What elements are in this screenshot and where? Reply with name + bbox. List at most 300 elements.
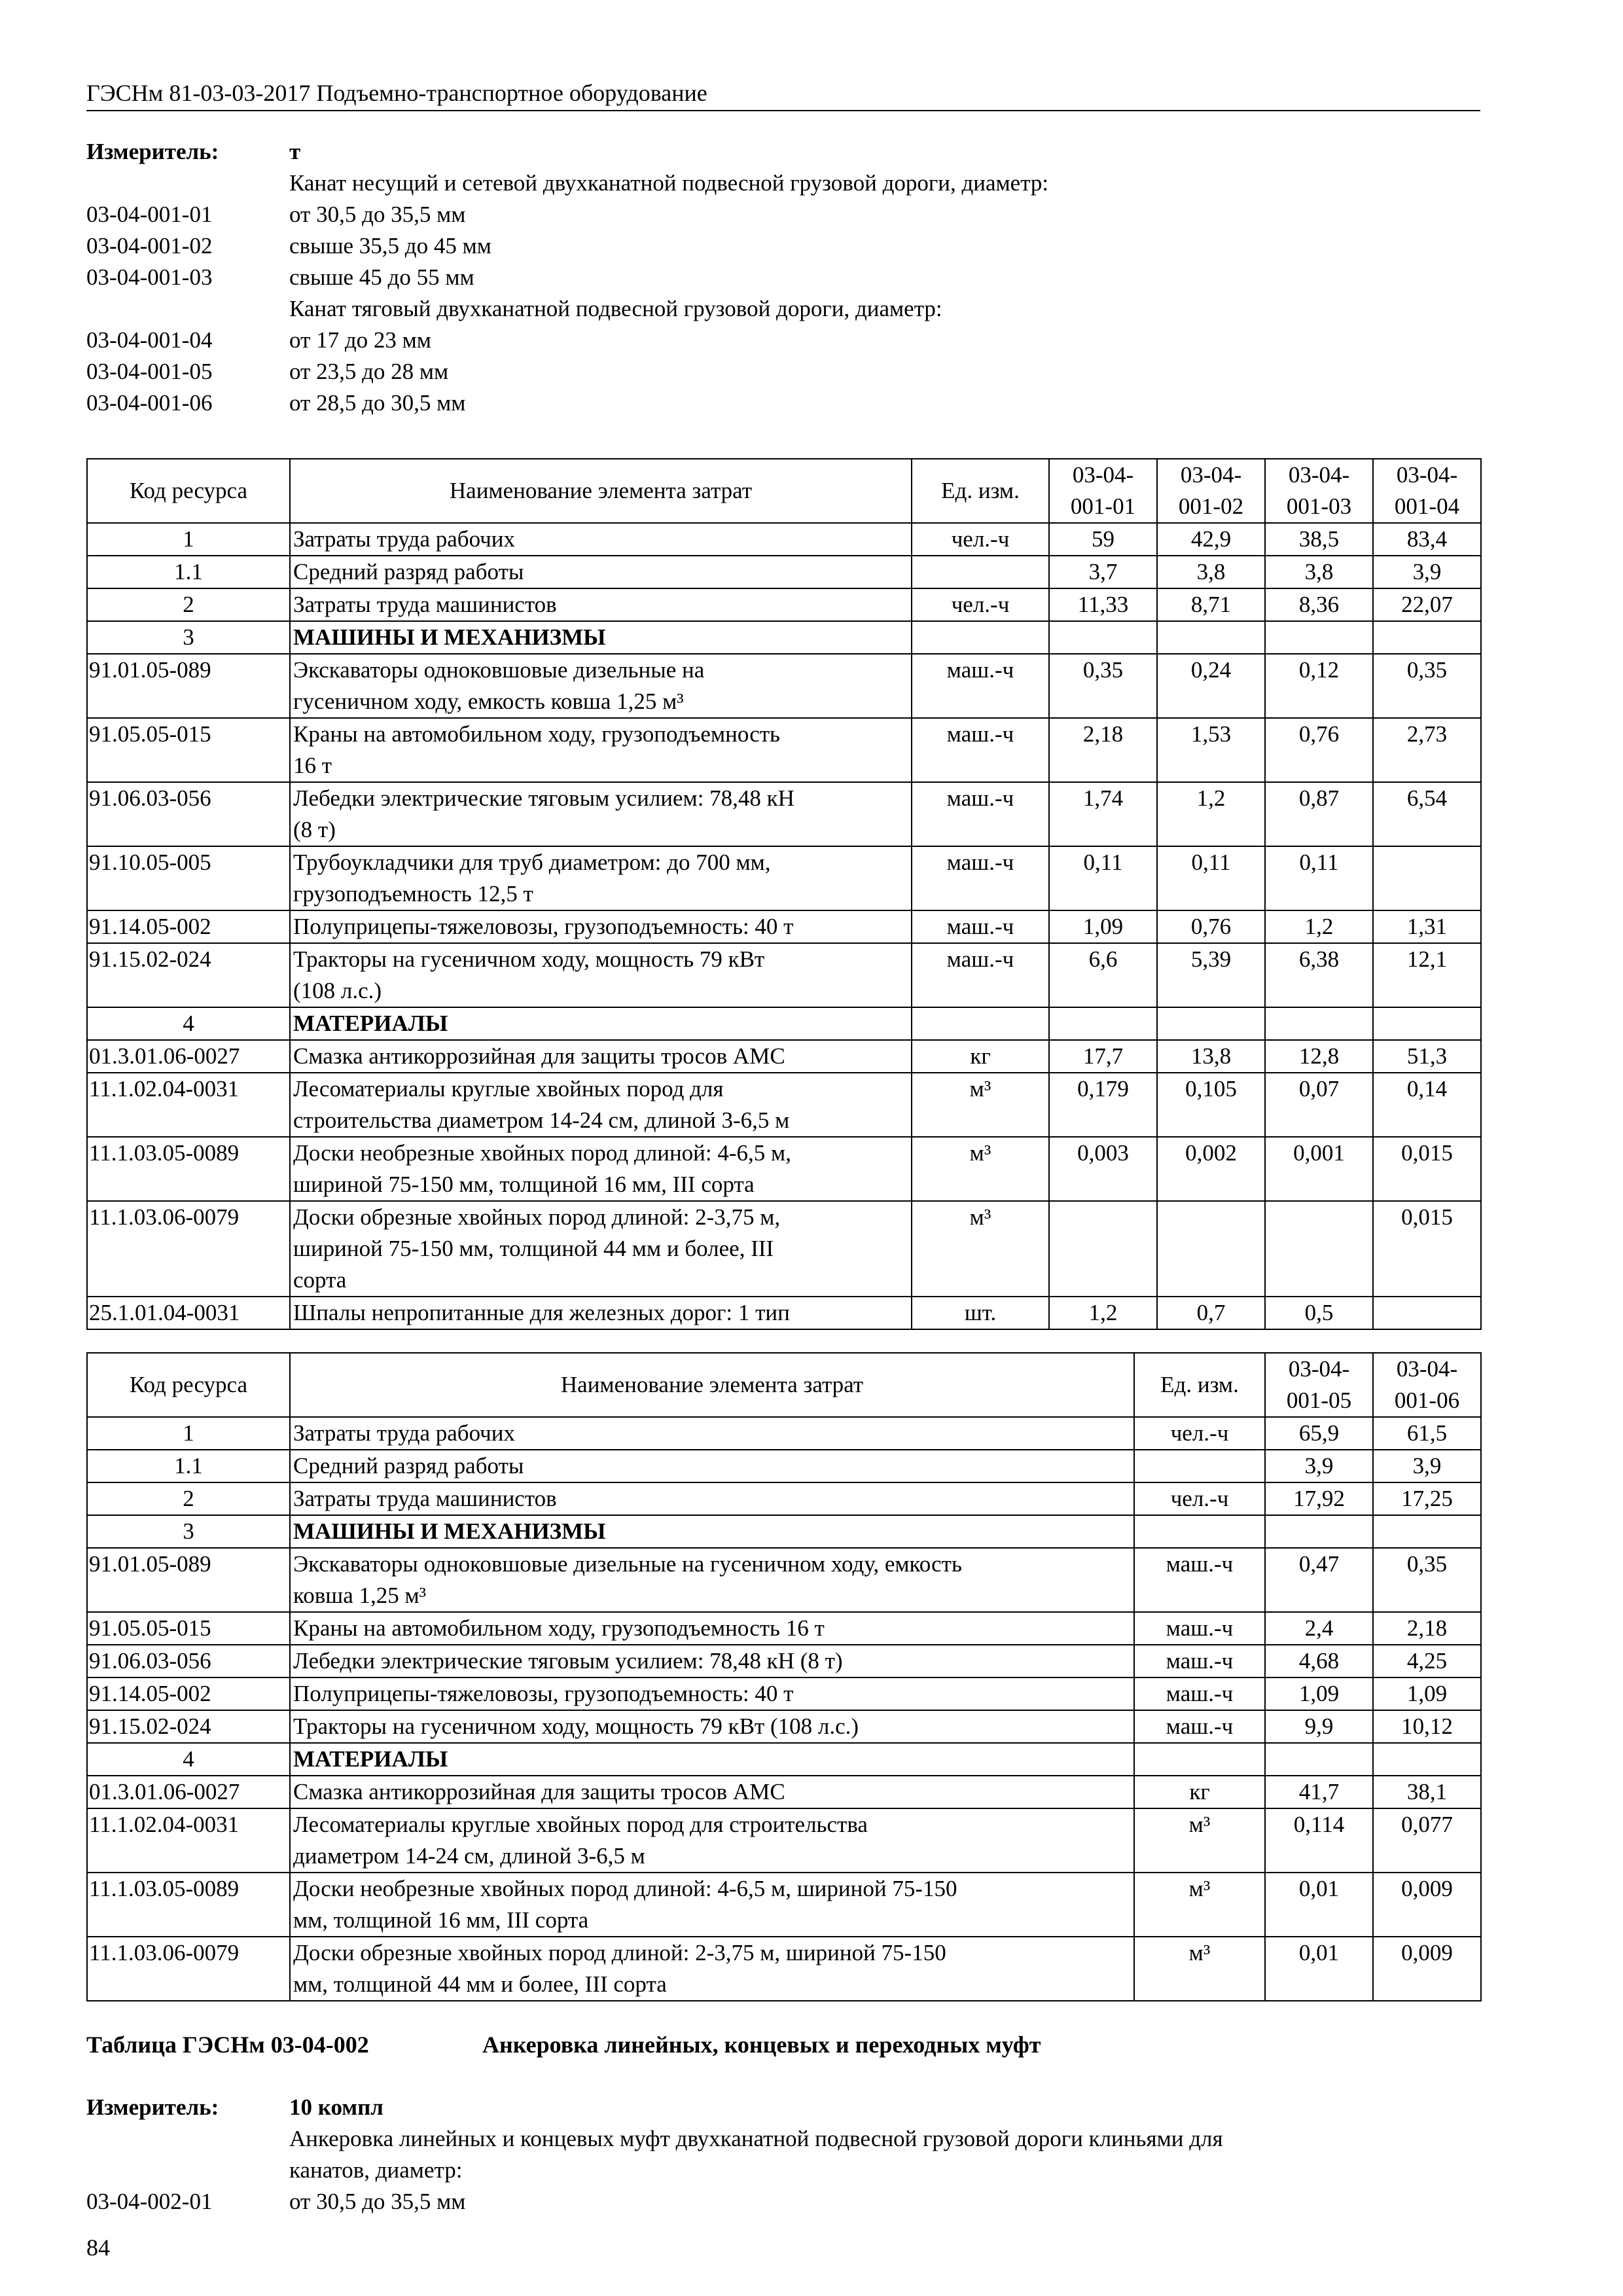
value-cell	[1265, 621, 1373, 654]
resource-row	[87, 1297, 1481, 1329]
page-number: 84	[86, 2234, 110, 2261]
value-cell: 1,53	[1157, 718, 1265, 782]
value-cell: 0,14	[1373, 1073, 1481, 1137]
meter-row	[86, 356, 1480, 387]
resource-name	[290, 1677, 1134, 1710]
resource-row	[87, 1137, 1481, 1201]
resource-code: 91.05.05-015	[87, 718, 290, 782]
value-cell	[1157, 1007, 1265, 1040]
resource-name-line: Краны на автомобильном ходу, грузоподъемность	[293, 721, 781, 747]
value-cell	[1049, 1007, 1157, 1040]
resource-name-line: Лесоматериалы круглые хвойных пород для	[293, 1076, 724, 1102]
unit-cell: маш.-ч	[1134, 1677, 1265, 1710]
value-cell: 0,01	[1265, 1873, 1373, 1937]
norm-code: 03-04-001-02	[86, 233, 213, 259]
value-cell: 1,2	[1157, 782, 1265, 846]
resource-code: 2	[87, 1482, 290, 1515]
unit-cell	[912, 556, 1049, 588]
header-norm-code-line: 03-04-	[1288, 462, 1350, 488]
unit-cell: маш.-ч	[912, 782, 1049, 846]
value-cell: 0,35	[1373, 654, 1481, 718]
meter-row	[86, 2186, 1480, 2217]
meter-unit: т	[289, 139, 301, 164]
section-row	[87, 621, 1481, 654]
header-norm-code-line: 001-06	[1394, 1388, 1460, 1413]
resource-code: 91.06.03-056	[87, 1645, 290, 1677]
unit-cell: маш.-ч	[912, 943, 1049, 1007]
resource-row	[87, 943, 1481, 1007]
resource-name-line: Затраты труда машинистов	[293, 592, 557, 617]
resource-name	[290, 1297, 912, 1329]
value-cell: 6,38	[1265, 943, 1373, 1007]
value-cell: 12,8	[1265, 1040, 1373, 1073]
header-norm-code	[1373, 459, 1481, 523]
header-unit: Ед. изм.	[1134, 1353, 1265, 1417]
resource-name-line: Средний разряд работы	[293, 1453, 524, 1479]
norm-code: 03-04-001-01	[86, 202, 213, 227]
resource-name	[290, 1612, 1134, 1645]
resource-name-line: Лесоматериалы круглые хвойных пород для строительства	[293, 1812, 868, 1837]
resource-code: 91.10.05-005	[87, 846, 290, 910]
meter-row	[86, 325, 1480, 356]
norm-description: свыше 45 до 55 мм	[289, 264, 474, 290]
resource-name-line: Полуприцепы-тяжеловозы, грузоподъемность: 40 т	[293, 914, 794, 939]
resource-name	[290, 1040, 912, 1073]
value-cell: 3,8	[1157, 556, 1265, 588]
unit-cell: чел.-ч	[912, 588, 1049, 621]
unit-cell: чел.-ч	[912, 523, 1049, 556]
header-norm-code-line: 001-04	[1394, 493, 1460, 519]
resource-name	[290, 1417, 1134, 1450]
value-cell: 0,35	[1049, 654, 1157, 718]
value-cell: 59	[1049, 523, 1157, 556]
header-norm-code	[1157, 459, 1265, 523]
value-cell	[1157, 1201, 1265, 1297]
meter-row	[86, 168, 1480, 199]
value-cell: 0,11	[1265, 846, 1373, 910]
unit-cell: м³	[1134, 1808, 1265, 1873]
resource-row	[87, 1482, 1481, 1515]
resource-row	[87, 588, 1481, 621]
unit-cell: маш.-ч	[1134, 1612, 1265, 1645]
resource-code: 25.1.01.04-0031	[87, 1297, 290, 1329]
norm-description: свыше 35,5 до 45 мм	[289, 233, 491, 259]
header-norm-code-line: 001-01	[1070, 493, 1136, 519]
resource-code: 91.14.05-002	[87, 1677, 290, 1710]
value-cell: 51,3	[1373, 1040, 1481, 1073]
header-row	[87, 459, 1481, 523]
header-unit: Ед. изм.	[912, 459, 1049, 523]
norm-description: от 28,5 до 30,5 мм	[289, 390, 466, 416]
header-norm-code-line: 001-02	[1178, 493, 1244, 519]
unit-cell: чел.-ч	[1134, 1417, 1265, 1450]
resource-name-line: Затраты труда машинистов	[293, 1486, 557, 1511]
resource-code: 11.1.03.05-0089	[87, 1873, 290, 1937]
resource-name	[290, 910, 912, 943]
meter-row	[86, 2092, 1480, 2123]
unit-cell: м³	[1134, 1937, 1265, 2001]
header-norm-code-line: 03-04-	[1072, 462, 1134, 488]
value-cell: 38,5	[1265, 523, 1373, 556]
resource-name	[290, 1645, 1134, 1677]
meter-row	[86, 387, 1480, 419]
resource-name	[290, 1743, 1134, 1776]
resource-name-line: Трубоукладчики для труб диаметром: до 700 мм,	[293, 850, 771, 875]
resource-name	[290, 782, 912, 846]
value-cell	[1373, 1297, 1481, 1329]
resource-name-line: Доски обрезные хвойных пород длиной: 2-3,75 м, шириной 75-150	[293, 1940, 946, 1965]
value-cell: 0,002	[1157, 1137, 1265, 1201]
unit-cell	[1134, 1515, 1265, 1548]
norm-code: 03-04-001-03	[86, 264, 213, 290]
value-cell: 10,12	[1373, 1710, 1481, 1743]
value-cell: 0,003	[1049, 1137, 1157, 1201]
value-cell: 83,4	[1373, 523, 1481, 556]
value-cell: 65,9	[1265, 1417, 1373, 1450]
header-row	[87, 1353, 1481, 1417]
header-code: Код ресурса	[87, 1353, 290, 1417]
resource-code: 3	[87, 621, 290, 654]
value-cell	[1265, 1007, 1373, 1040]
resource-name-line: строительства диаметром 14-24 см, длиной 3-6,5 м	[293, 1107, 790, 1133]
resource-code: 1	[87, 1417, 290, 1450]
resource-code: 91.01.05-089	[87, 1548, 290, 1612]
resource-name-line: Лебедки электрические тяговым усилием: 78,48 кН (8 т)	[293, 1648, 843, 1674]
value-cell: 1,31	[1373, 910, 1481, 943]
resource-name	[290, 621, 912, 654]
value-cell: 41,7	[1265, 1776, 1373, 1808]
resource-name-line: МАТЕРИАЛЫ	[293, 1746, 448, 1772]
value-cell: 1,09	[1265, 1677, 1373, 1710]
value-cell: 0,87	[1265, 782, 1373, 846]
meter-row	[86, 2123, 1480, 2155]
header-norm-code-line: 03-04-	[1288, 1356, 1350, 1382]
resource-row	[87, 718, 1481, 782]
value-cell: 1,74	[1049, 782, 1157, 846]
resource-name	[290, 654, 912, 718]
resource-name-line: гусеничном ходу, емкость ковша 1,25 м³	[293, 689, 684, 714]
resource-name	[290, 846, 912, 910]
resource-name-line: ковша 1,25 м³	[293, 1583, 427, 1608]
resource-row	[87, 1073, 1481, 1137]
unit-cell: м³	[912, 1201, 1049, 1297]
unit-cell: маш.-ч	[1134, 1645, 1265, 1677]
resource-name	[290, 1808, 1134, 1873]
value-cell: 0,015	[1373, 1137, 1481, 1201]
norm-code	[86, 293, 289, 325]
resource-name-line: Полуприцепы-тяжеловозы, грузоподъемность: 40 т	[293, 1681, 794, 1706]
value-cell: 1,09	[1373, 1677, 1481, 1710]
value-cell: 0,11	[1049, 846, 1157, 910]
value-cell	[1373, 1007, 1481, 1040]
value-cell: 0,009	[1373, 1937, 1481, 2001]
header-norm-code-line: 03-04-	[1396, 1356, 1458, 1382]
value-cell: 3,7	[1049, 556, 1157, 588]
unit-cell	[912, 621, 1049, 654]
value-cell: 3,8	[1265, 556, 1373, 588]
resource-table-1	[86, 458, 1482, 1330]
resource-row	[87, 1873, 1481, 1937]
unit-cell: маш.-ч	[1134, 1710, 1265, 1743]
value-cell: 38,1	[1373, 1776, 1481, 1808]
resource-code: 1.1	[87, 1450, 290, 1482]
meter-row	[86, 293, 1480, 325]
unit-cell: м³	[912, 1137, 1049, 1201]
value-cell	[1265, 1743, 1373, 1776]
header-norm-code	[1049, 459, 1157, 523]
meter-block-2	[86, 2092, 1480, 2217]
value-cell: 42,9	[1157, 523, 1265, 556]
resource-name	[290, 1776, 1134, 1808]
resource-name-line: 16 т	[293, 753, 332, 778]
header-norm-code	[1265, 1353, 1373, 1417]
resource-name-line: Экскаваторы одноковшовые дизельные на гусеничном ходу, емкость	[293, 1551, 962, 1577]
value-cell: 0,179	[1049, 1073, 1157, 1137]
value-cell: 0,07	[1265, 1073, 1373, 1137]
norm-code: 03-04-001-05	[86, 359, 213, 384]
norm-description: Канат тяговый двухканатной подвесной грузовой дороги, диаметр:	[289, 296, 942, 321]
value-cell	[1373, 1515, 1481, 1548]
value-cell: 1,09	[1049, 910, 1157, 943]
resource-code: 1	[87, 523, 290, 556]
resource-row	[87, 1677, 1481, 1710]
resource-name	[290, 523, 912, 556]
meter-label: Измеритель:	[86, 139, 219, 164]
resource-row	[87, 1776, 1481, 1808]
value-cell: 0,077	[1373, 1808, 1481, 1873]
header-norm-code-line: 001-03	[1286, 493, 1352, 519]
header-norm-code-line: 03-04-	[1396, 462, 1458, 488]
resource-row	[87, 1548, 1481, 1612]
resource-code: 91.01.05-089	[87, 654, 290, 718]
resource-name-line: шириной 75-150 мм, толщиной 44 мм и более, III	[293, 1236, 774, 1261]
value-cell: 0,11	[1157, 846, 1265, 910]
value-cell: 6,54	[1373, 782, 1481, 846]
value-cell: 0,76	[1157, 910, 1265, 943]
resource-code: 91.05.05-015	[87, 1612, 290, 1645]
resource-name-line: Доски необрезные хвойных пород длиной: 4-6,5 м, шириной 75-150	[293, 1876, 957, 1901]
resource-code: 91.15.02-024	[87, 1710, 290, 1743]
value-cell: 0,01	[1265, 1937, 1373, 2001]
value-cell: 17,7	[1049, 1040, 1157, 1073]
resource-row	[87, 654, 1481, 718]
value-cell: 3,9	[1265, 1450, 1373, 1482]
resource-name-line: Средний разряд работы	[293, 559, 524, 584]
value-cell: 12,1	[1373, 943, 1481, 1007]
value-cell: 8,71	[1157, 588, 1265, 621]
resource-row	[87, 1040, 1481, 1073]
value-cell: 1,2	[1265, 910, 1373, 943]
meter-row	[86, 2155, 1480, 2186]
value-cell: 1,2	[1049, 1297, 1157, 1329]
value-cell: 2,4	[1265, 1612, 1373, 1645]
norm-code: 03-04-001-06	[86, 390, 213, 416]
resource-code: 11.1.02.04-0031	[87, 1073, 290, 1137]
resource-code: 4	[87, 1743, 290, 1776]
unit-cell	[1134, 1743, 1265, 1776]
header-code: Код ресурса	[87, 459, 290, 523]
value-cell: 0,7	[1157, 1297, 1265, 1329]
table-title	[86, 2029, 1041, 2060]
unit-cell: шт.	[912, 1297, 1049, 1329]
value-cell: 8,36	[1265, 588, 1373, 621]
resource-row	[87, 523, 1481, 556]
value-cell: 2,73	[1373, 718, 1481, 782]
resource-name-line: Тракторы на гусеничном ходу, мощность 79 кВт	[293, 946, 765, 972]
resource-code: 4	[87, 1007, 290, 1040]
value-cell: 0,001	[1265, 1137, 1373, 1201]
value-cell: 9,9	[1265, 1710, 1373, 1743]
value-cell: 0,5	[1265, 1297, 1373, 1329]
header-norm-code-line: 03-04-	[1180, 462, 1242, 488]
header-name: Наименование элемента затрат	[290, 459, 912, 523]
unit-cell: маш.-ч	[1134, 1548, 1265, 1612]
norm-description: от 17 до 23 мм	[289, 327, 431, 353]
meter-block-1	[86, 136, 1480, 419]
resource-name-line: Экскаваторы одноковшовые дизельные на	[293, 657, 705, 683]
resource-name-line: грузоподъемность 12,5 т	[293, 881, 533, 906]
resource-name-line: Доски обрезные хвойных пород длиной: 2-3,75 м,	[293, 1204, 781, 1230]
resource-name-line: сорта	[293, 1267, 347, 1293]
unit-cell: чел.-ч	[1134, 1482, 1265, 1515]
meter-row	[86, 136, 1480, 168]
value-cell: 17,25	[1373, 1482, 1481, 1515]
resource-name-line: Смазка антикоррозийная для защиты тросов АМС	[293, 1779, 785, 1804]
meter-label: Измеритель:	[86, 2094, 219, 2120]
norm-description: от 23,5 до 28 мм	[289, 359, 449, 384]
value-cell: 0,35	[1373, 1548, 1481, 1612]
value-cell	[1265, 1515, 1373, 1548]
resource-name-line: МАШИНЫ И МЕХАНИЗМЫ	[293, 1518, 606, 1544]
resource-name-line: Смазка антикоррозийная для защиты тросов АМС	[293, 1043, 785, 1069]
value-cell	[1373, 1743, 1481, 1776]
value-cell: 5,39	[1157, 943, 1265, 1007]
resource-name	[290, 1710, 1134, 1743]
resource-name	[290, 1007, 912, 1040]
norm-description: Канат несущий и сетевой двухканатной подвесной грузовой дороги, диаметр:	[289, 170, 1049, 196]
resource-name	[290, 1073, 912, 1137]
resource-name-line: (108 л.с.)	[293, 978, 382, 1003]
table-title-text: Анкеровка линейных, концевых и переходных муфт	[482, 2032, 1041, 2058]
value-cell: 0,015	[1373, 1201, 1481, 1297]
resource-name-line: Тракторы на гусеничном ходу, мощность 79 кВт (108 л.с.)	[293, 1713, 859, 1739]
unit-cell	[912, 1007, 1049, 1040]
resource-name	[290, 718, 912, 782]
resource-name	[290, 1201, 912, 1297]
resource-name	[290, 588, 912, 621]
resource-code: 11.1.02.04-0031	[87, 1808, 290, 1873]
resource-name	[290, 943, 912, 1007]
value-cell: 17,92	[1265, 1482, 1373, 1515]
running-header: ГЭСНм 81-03-03-2017 Подъемно-транспортное оборудование	[86, 77, 1480, 111]
value-cell: 0,009	[1373, 1873, 1481, 1937]
resource-code: 3	[87, 1515, 290, 1548]
resource-row	[87, 1808, 1481, 1873]
value-cell	[1049, 621, 1157, 654]
meter-row	[86, 262, 1480, 293]
value-cell: 4,25	[1373, 1645, 1481, 1677]
value-cell: 0,24	[1157, 654, 1265, 718]
norm-code	[86, 168, 289, 199]
resource-row	[87, 1710, 1481, 1743]
resource-row	[87, 782, 1481, 846]
resource-name-line: (8 т)	[293, 817, 336, 842]
resource-name-line: шириной 75-150 мм, толщиной 16 мм, III сорта	[293, 1172, 755, 1197]
resource-row	[87, 1201, 1481, 1297]
unit-cell: маш.-ч	[912, 910, 1049, 943]
value-cell: 2,18	[1049, 718, 1157, 782]
header-norm-code	[1373, 1353, 1481, 1417]
unit-cell: кг	[1134, 1776, 1265, 1808]
norm-code: 03-04-002-01	[86, 2189, 213, 2214]
unit-cell: маш.-ч	[912, 846, 1049, 910]
meter-unit: 10 компл	[289, 2094, 383, 2120]
value-cell: 4,68	[1265, 1645, 1373, 1677]
norm-code	[86, 2155, 289, 2186]
meter-row	[86, 230, 1480, 262]
unit-cell: м³	[1134, 1873, 1265, 1937]
resource-row	[87, 1450, 1481, 1482]
header-name: Наименование элемента затрат	[290, 1353, 1134, 1417]
value-cell: 0,105	[1157, 1073, 1265, 1137]
value-cell: 0,76	[1265, 718, 1373, 782]
unit-cell: м³	[912, 1073, 1049, 1137]
resource-name-line: Шпалы непропитанные для железных дорог: 1 тип	[293, 1300, 790, 1325]
value-cell: 0,47	[1265, 1548, 1373, 1612]
value-cell: 6,6	[1049, 943, 1157, 1007]
norm-code	[86, 2123, 289, 2155]
resource-row	[87, 1937, 1481, 2001]
resource-code: 11.1.03.05-0089	[87, 1137, 290, 1201]
resource-code: 91.15.02-024	[87, 943, 290, 1007]
resource-code: 11.1.03.06-0079	[87, 1201, 290, 1297]
value-cell	[1265, 1201, 1373, 1297]
norm-description: канатов, диаметр:	[289, 2157, 463, 2183]
section-row	[87, 1007, 1481, 1040]
value-cell: 3,9	[1373, 1450, 1481, 1482]
value-cell	[1373, 846, 1481, 910]
resource-name-line: Затраты труда рабочих	[293, 526, 515, 552]
resource-name-line: Доски необрезные хвойных пород длиной: 4-6,5 м,	[293, 1140, 791, 1166]
resource-name-line: Краны на автомобильном ходу, грузоподъемность 16 т	[293, 1615, 825, 1641]
resource-name	[290, 1450, 1134, 1482]
value-cell: 61,5	[1373, 1417, 1481, 1450]
resource-name	[290, 1515, 1134, 1548]
resource-code: 2	[87, 588, 290, 621]
resource-name-line: мм, толщиной 16 мм, III сорта	[293, 1907, 589, 1933]
resource-name	[290, 1482, 1134, 1515]
value-cell: 11,33	[1049, 588, 1157, 621]
norm-description: Анкеровка линейных и концевых муфт двухканатной подвесной грузовой дороги клиньями для	[289, 2126, 1223, 2151]
resource-name	[290, 1873, 1134, 1937]
unit-cell: маш.-ч	[912, 718, 1049, 782]
value-cell: 22,07	[1373, 588, 1481, 621]
section-row	[87, 1743, 1481, 1776]
resource-name	[290, 1937, 1134, 2001]
resource-row	[87, 1645, 1481, 1677]
resource-code: 01.3.01.06-0027	[87, 1776, 290, 1808]
resource-row	[87, 910, 1481, 943]
resource-name	[290, 556, 912, 588]
unit-cell: маш.-ч	[912, 654, 1049, 718]
resource-name-line: МАТЕРИАЛЫ	[293, 1011, 448, 1036]
resource-name-line: МАШИНЫ И МЕХАНИЗМЫ	[293, 624, 606, 650]
norm-code: 03-04-001-04	[86, 327, 213, 353]
resource-code: 1.1	[87, 556, 290, 588]
value-cell: 0,12	[1265, 654, 1373, 718]
resource-code: 91.06.03-056	[87, 782, 290, 846]
resource-table-2	[86, 1352, 1482, 2001]
